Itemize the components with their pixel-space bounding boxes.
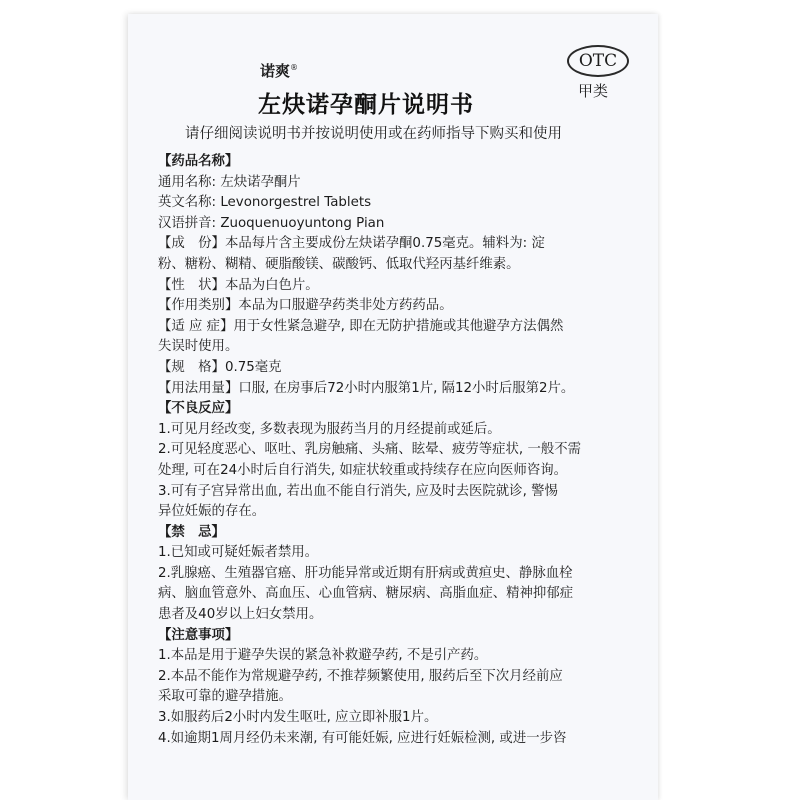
leaflet-content bbox=[158, 152, 638, 749]
indication-line-1: 【适 应 症】用于女性紧急避孕, 即在无防护措施或其他避孕方法偶然 bbox=[158, 318, 564, 334]
adverse-item-2-line-1: 2.可见轻度恶心、呕吐、乳房触痛、头痛、眩晕、疲劳等症状, 一般不需 bbox=[158, 442, 582, 458]
contraindication-item-2-line-1: 2.乳腺癌、生殖器官癌、肝功能异常或近期有肝病或黄疸史、静脉血栓 bbox=[158, 565, 573, 581]
pinyin-name: 汉语拼音: Zuoquenuoyuntong Pian bbox=[158, 215, 385, 231]
generic-name: 通用名称: 左炔诺孕酮片 bbox=[158, 174, 301, 190]
spec-line: 【规 格】0.75毫克 bbox=[158, 359, 282, 375]
adverse-item-3-line-2: 异位妊娠的存在。 bbox=[158, 504, 266, 520]
caution-item-3: 3.如服药后2小时内发生呕吐, 应立即补服1片。 bbox=[158, 710, 438, 726]
indication-line-2: 失误时使用。 bbox=[158, 339, 239, 355]
caution-item-4: 4.如逾期1周月经仍未来潮, 有可能妊娠, 应进行妊娠检测, 或进一步咨 bbox=[158, 730, 567, 746]
document-title: 左炔诺孕酮片说明书 bbox=[258, 92, 474, 118]
dosage-line: 【用法用量】口服, 在房事后72小时内服第1片, 隔12小时后服第2片。 bbox=[158, 380, 575, 396]
section-caution-header: 【注意事项】 bbox=[158, 627, 239, 643]
section-drug-name-header: 【药品名称】 bbox=[158, 154, 239, 169]
composition-line-1: 【成 份】本品每片含主要成份左炔诺孕酮0.75毫克。辅料为: 淀 bbox=[158, 236, 545, 252]
contraindication-item-2-line-3: 患者及40岁以上妇女禁用。 bbox=[158, 607, 323, 623]
section-contraindication-header: 【禁 忌】 bbox=[158, 524, 225, 540]
caution-item-1: 1.本品是用于避孕失误的紧急补救避孕药, 不是引产药。 bbox=[158, 648, 488, 664]
adverse-item-1: 1.可见月经改变, 多数表现为服药当月的月经提前或延后。 bbox=[158, 421, 501, 437]
contraindication-item-2-line-2: 病、脑血管意外、高血压、心血管病、糖尿病、高脂血症、精神抑郁症 bbox=[158, 586, 574, 602]
registered-mark: ® bbox=[290, 63, 299, 72]
adverse-item-3-line-1: 3.可有子宫异常出血, 若出血不能自行消失, 应及时去医院就诊, 警惕 bbox=[158, 483, 558, 499]
caution-item-2-line-1: 2.本品不能作为常规避孕药, 不推荐频繁使用, 服药后至下次月经前应 bbox=[158, 668, 563, 684]
contraindication-item-1: 1.已知或可疑妊娠者禁用。 bbox=[158, 545, 319, 561]
section-adverse-header: 【不良反应】 bbox=[158, 401, 239, 417]
composition-line-2: 粉、糖粉、糊精、硬脂酸镁、碳酸钙、低取代羟丙基纤维素。 bbox=[158, 256, 520, 272]
character-line: 【性 状】本品为白色片。 bbox=[158, 277, 319, 293]
english-name: 英文名称: Levonorgestrel Tablets bbox=[158, 195, 372, 211]
category-line: 【作用类别】本品为口服避孕药类非处方药药品。 bbox=[158, 298, 453, 314]
adverse-item-2-line-2: 处理, 可在24小时后自行消失, 如症状较重或持续存在应向医师咨询。 bbox=[158, 462, 568, 478]
otc-class-label: 甲类 bbox=[578, 82, 609, 100]
caution-item-2-line-2: 采取可靠的避孕措施。 bbox=[158, 689, 292, 705]
document-subtitle: 请仔细阅读说明书并按说明使用或在药师指导下购买和使用 bbox=[185, 126, 562, 142]
brand-name: 诺爽® bbox=[260, 62, 299, 80]
otc-badge: OTC bbox=[567, 45, 629, 77]
